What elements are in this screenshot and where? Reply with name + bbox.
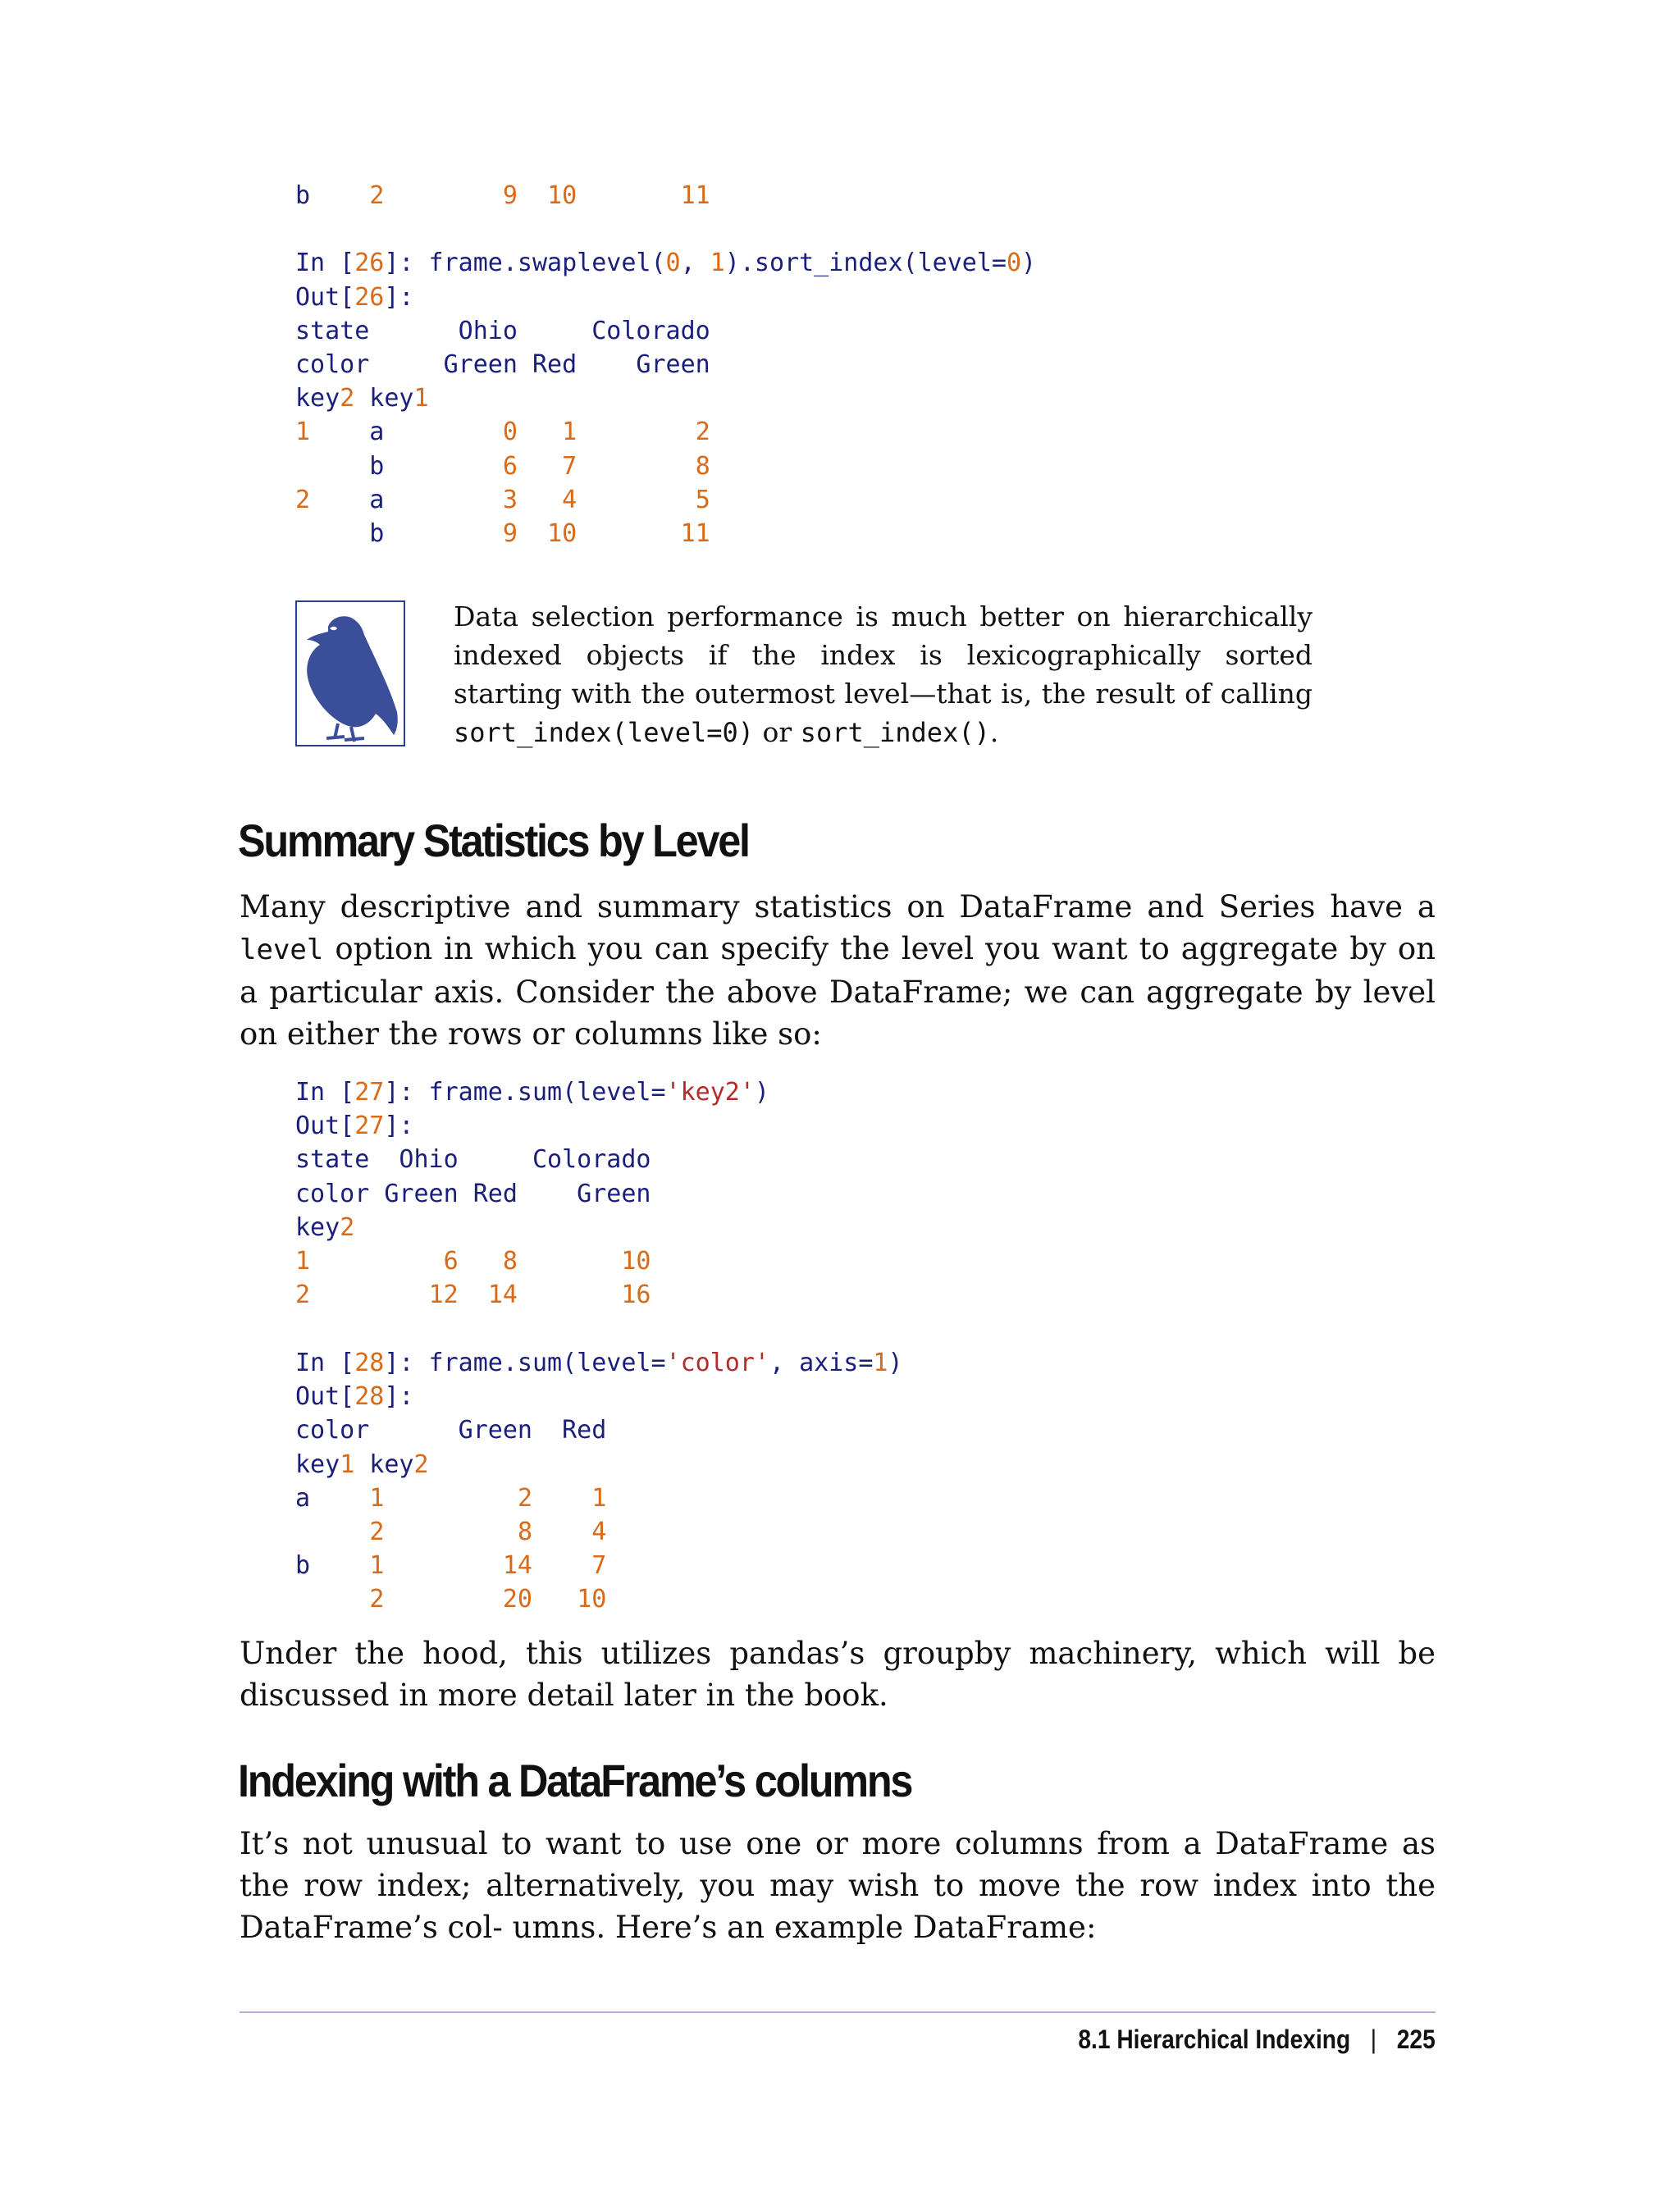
page-number: 225: [1397, 2025, 1436, 2054]
footer-section-title: 8.1 Hierarchical Indexing: [1078, 2025, 1351, 2054]
code-header-index: key2 key1: [295, 384, 429, 413]
code-header-color: color Green Red Green: [295, 1179, 651, 1208]
code-row: 2 a 3 4 5: [295, 485, 710, 514]
code-header-index: key2: [295, 1212, 355, 1242]
code-block-swaplevel: [295, 179, 1036, 550]
code-header-color: color Green Red: [295, 1416, 607, 1445]
paragraph-indexing-columns: It’s not unusual to want to use one or more columns from a DataFrame as the row index; alternatively, you may wish to move the row index into the DataFrame’s col- umns. Here’s an example DataFrame:: [240, 1826, 1436, 1945]
code-row: a 1 2 1: [295, 1483, 607, 1513]
code-row: 2 20 10: [369, 1585, 607, 1614]
code-block-sum-color: [295, 1346, 903, 1617]
code-row: 1 a 0 1 2: [295, 418, 710, 447]
code-row: 2 8 4: [369, 1518, 607, 1547]
code-input-prompt: In [26]: frame.swaplevel(0, 1).sort_index(level=0): [295, 249, 1037, 278]
note-text: Data selection performance is much better on hierarchically indexed objects if the index is lexicographically sorted starting with the outermost level—that is, the result of calling sort_index(level=0) or sort_index().: [454, 600, 1312, 748]
code-header-color: color Green Red Green: [295, 350, 710, 380]
inline-code: sort_index(): [800, 717, 990, 748]
footer-rule: [240, 2011, 1436, 2013]
section-heading-summary-statistics: Summary Statistics by Level: [238, 815, 749, 866]
code-output-prompt: Out[28]:: [295, 1382, 414, 1412]
code-row: b 6 7 8: [295, 451, 710, 481]
code-row: b 9 10 11: [295, 519, 710, 549]
code-header-state: state Ohio Colorado: [295, 1145, 651, 1175]
inline-code: level: [240, 934, 324, 966]
code-input-prompt: In [27]: frame.sum(level='key2'): [295, 1078, 769, 1107]
bird-icon: [295, 600, 405, 746]
paragraph-groupby: Under the hood, this utilizes pandas’s groupby machinery, which will be discussed in more detail later in the book.: [240, 1636, 1436, 1713]
code-output-prompt: Out[27]:: [295, 1112, 414, 1141]
code-output-prompt: Out[26]:: [295, 282, 414, 312]
code-row: 1 6 8 10: [295, 1247, 651, 1276]
code-line-continuation: b 2 9 10 11: [295, 181, 710, 210]
inline-code: sort_index(level=0): [454, 717, 755, 748]
code-header-state: state Ohio Colorado: [295, 316, 710, 345]
code-row: b 1 14 7: [295, 1551, 607, 1581]
footer-separator: |: [1371, 2025, 1377, 2054]
section-heading-indexing-columns: Indexing with a DataFrame’s columns: [238, 1755, 912, 1806]
code-row: 2 12 14 16: [295, 1281, 651, 1310]
code-header-index: key1 key2: [295, 1449, 429, 1479]
code-block-sum-key2: [295, 1075, 769, 1312]
code-input-prompt: In [28]: frame.sum(level='color', axis=1): [295, 1349, 903, 1377]
page-footer: [1079, 2025, 1436, 2055]
paragraph-summary-statistics: Many descriptive and summary statistics on DataFrame and Series have a level option in which you can specify the level you want to aggregate by on a particular axis. Consider the above DataFrame; we can aggregate by level on either the rows or columns like so:: [240, 889, 1436, 1052]
